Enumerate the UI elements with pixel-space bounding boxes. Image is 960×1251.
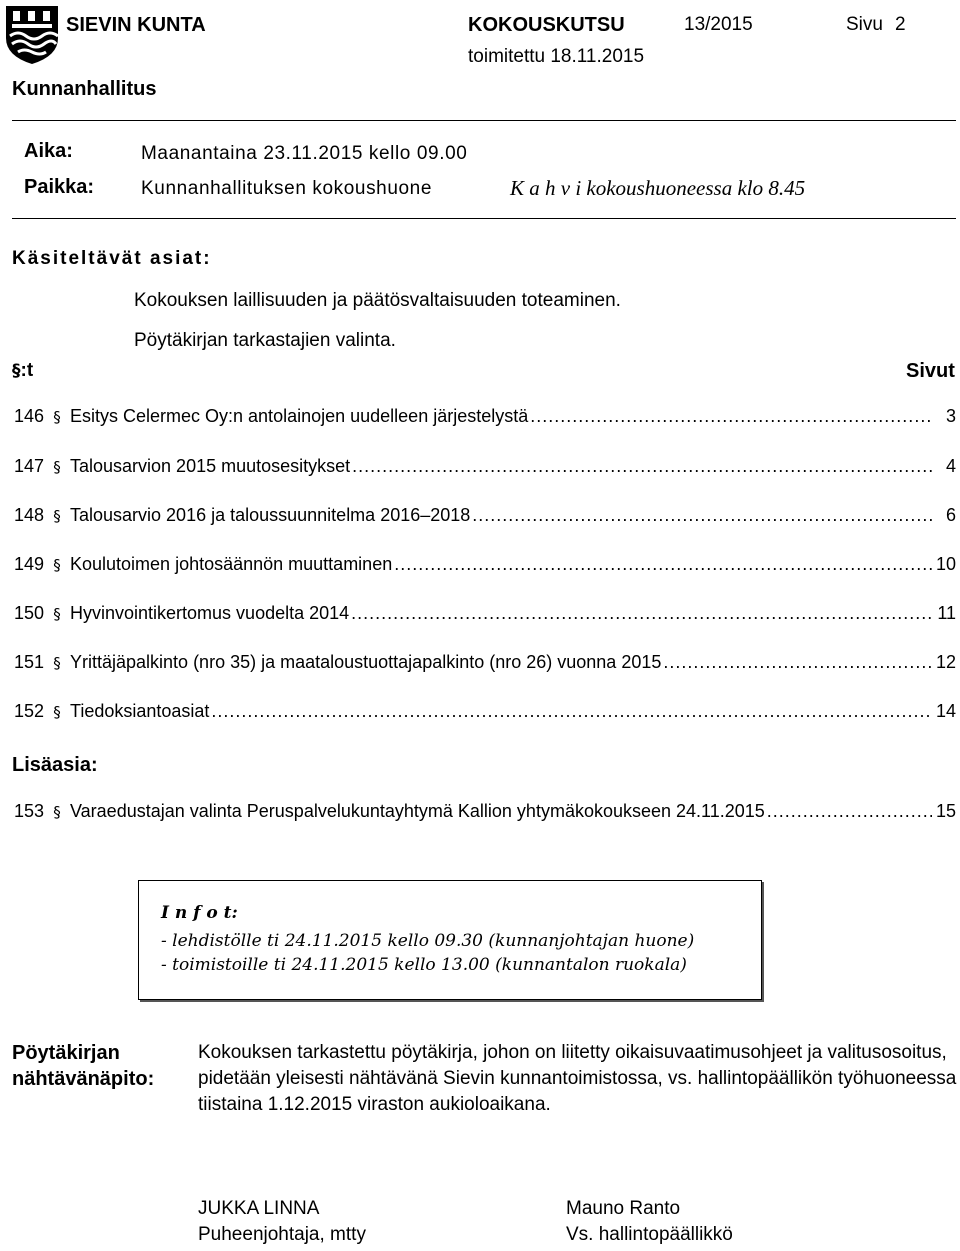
section-symbol: § bbox=[53, 654, 61, 672]
agenda-item-title: Esitys Celermec Oy:n antolainojen uudelleen järjestelystä bbox=[70, 406, 529, 426]
agenda-item-page: 11 bbox=[937, 603, 956, 623]
section-column-header: §:t bbox=[12, 360, 34, 381]
body-name: Kunnanhallitus bbox=[12, 78, 157, 100]
section-symbol: § bbox=[53, 605, 61, 623]
agenda-item-number: 147 bbox=[14, 456, 45, 476]
agenda-item bbox=[14, 554, 956, 580]
agenda-item-number: 148 bbox=[14, 505, 45, 525]
agenda-item-page: 4 bbox=[945, 456, 956, 476]
info-title: I n f o t: bbox=[161, 903, 238, 923]
agenda-item-number: 151 bbox=[14, 652, 45, 672]
agenda-item-title: Talousarvion 2015 muutosesitykset bbox=[70, 456, 351, 476]
section-symbol: § bbox=[12, 361, 21, 381]
dot-leader bbox=[394, 554, 932, 575]
place-value: Kunnanhallituksen kokoushuone bbox=[141, 178, 432, 199]
agenda-item bbox=[14, 801, 956, 827]
header-divider bbox=[12, 120, 956, 121]
coffee-note: K a h v i kokoushuoneessa klo 8.45 bbox=[510, 176, 806, 200]
signature-chair-name: JUKKA LINNA bbox=[198, 1198, 320, 1219]
doc-number: 13/2015 bbox=[684, 14, 753, 35]
agenda-item-title: Koulutoimen johtosäännön muuttaminen bbox=[70, 554, 393, 574]
info-press-line: - lehdistölle ti 24.11.2015 kello 09.30 (kunnanjohtajan huone) bbox=[161, 931, 695, 951]
meeting-divider bbox=[12, 218, 956, 219]
agenda-item bbox=[14, 456, 956, 482]
info-box bbox=[138, 880, 762, 1000]
signature-admin-role: Vs. hallintopäällikkö bbox=[566, 1224, 733, 1245]
agenda-item-number: 146 bbox=[14, 406, 45, 426]
agenda-item-page: 14 bbox=[935, 701, 956, 721]
place-label: Paikka: bbox=[24, 176, 95, 198]
section-symbol: § bbox=[53, 458, 61, 476]
agenda-item-title: Talousarvio 2016 ja taloussuunnitelma 2016–2018 bbox=[70, 505, 471, 525]
agenda-item bbox=[14, 701, 956, 727]
info-office-line: - toimistoille ti 24.11.2015 kello 13.00 (kunnantalon ruokala) bbox=[161, 955, 687, 975]
agenda-item-page: 12 bbox=[935, 652, 956, 672]
page-number: 2 bbox=[895, 14, 906, 35]
time-label: Aika: bbox=[24, 140, 73, 162]
dot-leader bbox=[352, 456, 932, 477]
agenda-item-title: Varaedustajan valinta Peruspalvelukuntayhtymä Kallion yhtymäkokoukseen 24.11.2015 bbox=[70, 801, 765, 821]
agenda-item-number: 152 bbox=[14, 701, 45, 721]
agenda-item bbox=[14, 603, 956, 629]
agenda-item-number: 149 bbox=[14, 554, 45, 574]
minutes-label-line2: nähtävänäpito: bbox=[12, 1068, 155, 1090]
agenda-item bbox=[14, 505, 956, 531]
signature-chair-role: Puheenjohtaja, mtty bbox=[198, 1224, 366, 1245]
agenda-item bbox=[14, 406, 956, 432]
page-label: Sivu bbox=[846, 14, 883, 35]
extra-heading: Lisäasia: bbox=[12, 754, 98, 776]
municipal-crest-icon bbox=[4, 4, 60, 66]
dot-leader bbox=[663, 652, 932, 673]
agenda-intro-reviewers: Pöytäkirjan tarkastajien valinta. bbox=[134, 330, 396, 351]
dot-leader bbox=[530, 406, 932, 427]
agenda-intro-quorum: Kokouksen laillisuuden ja päätösvaltaisuuden toteaminen. bbox=[134, 290, 621, 311]
section-symbol: § bbox=[53, 703, 61, 721]
agenda-item-title: Yrittäjäpalkinto (nro 35) ja maataloustuottajapalkinto (nro 26) vuonna 2015 bbox=[70, 652, 662, 672]
dot-leader bbox=[351, 603, 932, 624]
time-value: Maanantaina 23.11.2015 kello 09.00 bbox=[141, 143, 468, 164]
agenda-item-page: 3 bbox=[945, 406, 956, 426]
agenda-heading: Käsiteltävät asiat: bbox=[12, 248, 212, 269]
agenda-item-page: 6 bbox=[945, 505, 956, 525]
dot-leader bbox=[767, 801, 932, 822]
dot-leader bbox=[472, 505, 932, 526]
minutes-text-line3: tiistaina 1.12.2015 viraston aukioloaikana. bbox=[198, 1094, 551, 1115]
municipality-name: SIEVIN KUNTA bbox=[66, 14, 206, 36]
agenda-item-title: Hyvinvointikertomus vuodelta 2014 bbox=[70, 603, 350, 623]
delivery-date: toimitettu 18.11.2015 bbox=[468, 46, 645, 67]
pages-column-header: Sivut bbox=[906, 360, 955, 382]
agenda-item-number: 150 bbox=[14, 603, 45, 623]
section-symbol: § bbox=[53, 803, 61, 821]
signature-admin-name: Mauno Ranto bbox=[566, 1198, 681, 1219]
agenda-item-page: 10 bbox=[935, 554, 956, 574]
dot-leader bbox=[211, 701, 932, 722]
agenda-item-title: Tiedoksiantoasiat bbox=[70, 701, 210, 721]
agenda-item-page: 15 bbox=[935, 801, 956, 821]
agenda-item bbox=[14, 652, 956, 678]
minutes-text-line2: pidetään yleisesti nähtävänä Sievin kunnantoimistossa, vs. hallintopäällikön työhuoneessa bbox=[198, 1068, 957, 1089]
section-symbol: § bbox=[53, 556, 61, 574]
section-symbol: § bbox=[53, 507, 61, 525]
minutes-label-line1: Pöytäkirjan bbox=[12, 1042, 120, 1064]
doc-type: KOKOUSKUTSU bbox=[468, 14, 625, 36]
minutes-text-line1: Kokouksen tarkastettu pöytäkirja, johon on liitetty oikaisuvaatimusohjeet ja valitusosoitus, bbox=[198, 1042, 947, 1063]
section-symbol: § bbox=[53, 408, 61, 426]
agenda-item-number: 153 bbox=[14, 801, 45, 821]
